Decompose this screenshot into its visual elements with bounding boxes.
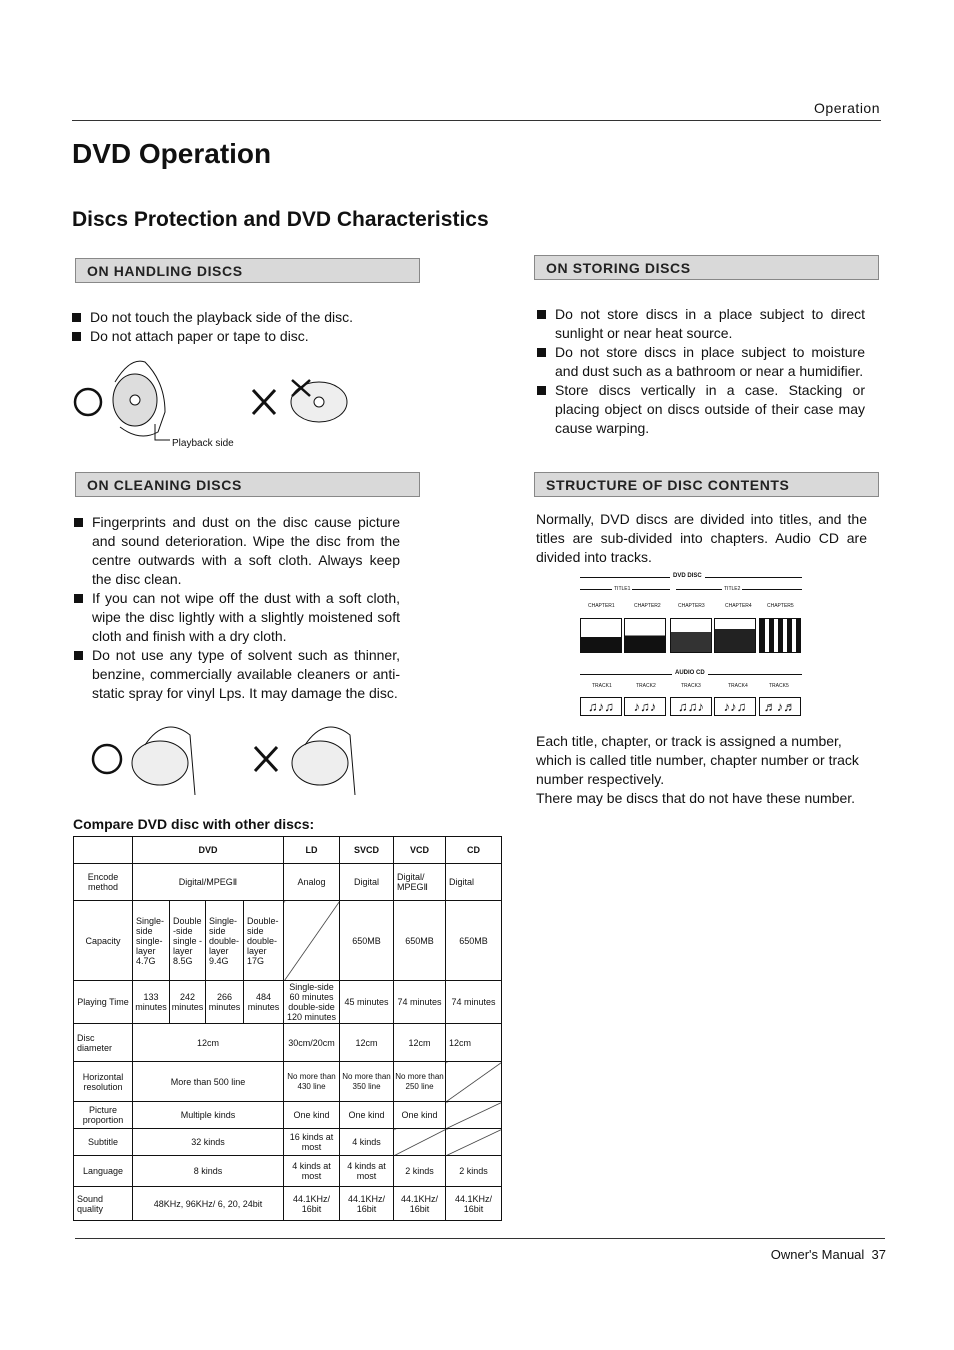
table-cell: Playing Time [74,981,133,1024]
table-cell: One kind [394,1102,446,1129]
table-cell: 242 minutes [170,981,206,1024]
table-cell: Double -side single -layer 8.5G [170,901,206,981]
list-item: Do not store discs in place subject to moisture and dust such as a bathroom or near a humidifier. [537,343,865,381]
page-number: 37 [871,1247,886,1262]
table-cell: Multiple kinds [133,1102,284,1129]
storing-list [537,305,865,438]
list-item: Fingerprints and dust on the disc cause picture and sound deterioration. Wipe the disc from the centre outwards with a soft cloth. Always keep the disc clean. [74,513,400,589]
outro-text: There may be discs that do not have these number. [536,790,856,806]
table-row [74,981,502,1024]
table-cell: 650MB [340,901,394,981]
table-row [74,864,502,901]
table-cell: 12cm [394,1024,446,1062]
table-cell: Sound quality [74,1187,133,1221]
table-cell: 2 kinds [446,1156,502,1187]
track-label: TRACK1 [592,683,612,689]
cleaning-list [74,513,400,703]
chapter-label: CHAPTER5 [767,603,794,609]
table-cell: 133 minutes [133,981,170,1024]
table-row [74,1187,502,1221]
table-cell [74,837,133,864]
table-cell: Single-side 60 minutes double-side 120 minutes [284,981,340,1024]
list-item: Do not attach paper or tape to disc. [72,327,412,346]
table-cell: No more than 250 line [394,1062,446,1102]
table-row [74,1156,502,1187]
header-rule [72,120,881,121]
chapter-label: CHAPTER1 [588,603,615,609]
music-notes-icon: ♫♫♪ [670,697,712,716]
table-cell: 650MB [394,901,446,981]
table-cell: More than 500 line [133,1062,284,1102]
chapter-image-houses [670,618,712,653]
chapter-label: CHAPTER3 [678,603,705,609]
dvd-disc-label: DVD DISC [670,573,705,579]
table-cell: 44.1KHz/ 16bit [446,1187,502,1221]
table-cell: Digital/ MPEGⅡ [394,864,446,901]
page-subtitle: Discs Protection and DVD Characteristics [72,208,489,231]
table-cell: 44.1KHz/ 16bit [284,1187,340,1221]
table-cell: 44.1KHz/ 16bit [394,1187,446,1221]
table-cell: 30cm/20cm [284,1024,340,1062]
disc-structure-diagram [580,573,802,718]
table-cell: Double-side double-layer 17G [244,901,284,981]
track-label: TRACK5 [769,683,789,689]
ng-cross-icon [253,390,275,414]
outro-text: Each title, chapter, or track is assigned a number, which is called title number, chapter number or track number respectively. [536,733,859,787]
structure-outro [536,732,876,808]
table-cell: Capacity [74,901,133,981]
cleaning-figure [85,715,365,805]
table-row [74,1129,502,1156]
table-cell: 4 kinds [340,1129,394,1156]
table-cell: Picture proportion [74,1102,133,1129]
table-cell: No more than 430 line [284,1062,340,1102]
page-title: DVD Operation [72,138,272,169]
ok-circle-icon [93,745,121,773]
table-cell: 32 kinds [133,1129,284,1156]
table-cell: 48KHz, 96KHz/ 6, 20, 24bit [133,1187,284,1221]
table-cell: 74 minutes [446,981,502,1024]
track-label: TRACK3 [681,683,701,689]
storing-heading: ON STORING DISCS [534,255,879,280]
compare-table [73,836,502,1221]
table-cell: DVD [133,837,284,864]
handling-heading: ON HANDLING DISCS [75,258,420,283]
table-cell: Encode method [74,864,133,901]
table-cell: Single-side single-layer 4.7G [133,901,170,981]
music-notes-icon: ♪♪♫ [714,697,756,716]
not-applicable-cell [394,1129,446,1156]
list-item: Do not store discs in a place subject to direct sunlight or near heat source. [537,305,865,343]
table-row [74,1024,502,1062]
music-notes-icon: ♫♪♫ [580,697,622,716]
structure-heading: STRUCTURE OF DISC CONTENTS [534,472,879,497]
table-cell: 4 kinds at most [284,1156,340,1187]
table-cell: 484 minutes [244,981,284,1024]
table-cell: LD [284,837,340,864]
playback-side-label: Playback side [172,438,234,449]
disc-circular-wipe-icon [292,741,348,785]
not-applicable-cell [446,1129,502,1156]
music-notes-icon: ♪♫♪ [624,697,666,716]
not-applicable-cell [284,901,340,981]
table-cell: Single-side double-layer 9.4G [206,901,244,981]
table-cell: Digital [446,864,502,901]
table-cell: Language [74,1156,133,1187]
table-cell: Subtitle [74,1129,133,1156]
chapter-image-train [714,618,756,653]
table-cell: VCD [394,837,446,864]
table-cell: 4 kinds at most [340,1156,394,1187]
track-label: TRACK4 [728,683,748,689]
table-cell: One kind [340,1102,394,1129]
chapter-image-beach [624,618,666,653]
audio-cd-label: AUDIO CD [672,670,708,676]
header-section: Operation [814,100,880,116]
compare-heading: Compare DVD disc with other discs: [73,816,315,832]
ng-cross-icon [255,747,277,771]
footer [771,1247,886,1262]
table-cell: 266 minutes [206,981,244,1024]
chapter-image-temple [759,618,801,653]
table-cell: No more than 350 line [340,1062,394,1102]
table-cell: SVCD [340,837,394,864]
table-cell: Digital [340,864,394,901]
not-applicable-cell [446,1102,502,1129]
structure-intro: Normally, DVD discs are divided into titles, and the titles are sub-divided into chapters. Audio CD are divided into tracks. [536,511,867,565]
title-label: TITLE1 [614,586,631,592]
table-cell: 12cm [446,1024,502,1062]
table-cell: CD [446,837,502,864]
list-item: Store discs vertically in a case. Stacking or placing object on discs outside of their case may cause warping. [537,381,865,438]
table-cell: Digital/MPEGⅡ [133,864,284,901]
cleaning-heading: ON CLEANING DISCS [75,472,420,497]
list-item: Do not touch the playback side of the disc. [72,308,412,327]
table-cell: 2 kinds [394,1156,446,1187]
music-notes-icon: ♬♪♬ [759,697,801,716]
table-row [74,901,502,981]
title-label: TITLE2 [724,586,741,592]
table-cell: 12cm [340,1024,394,1062]
table-row [74,1102,502,1129]
ok-circle-icon [75,389,101,415]
handling-figure [70,352,360,452]
list-item: Do not use any type of solvent such as thinner, benzine, commercially available cleaners or anti-static spray for vinyl Lps. It may damage the disc. [74,646,400,703]
chapter-label: CHAPTER2 [634,603,661,609]
table-cell: Horizontal resolution [74,1062,133,1102]
disc-wiping-icon [132,741,188,785]
footer-text: Owner's Manual [770,1247,865,1262]
table-cell: 74 minutes [394,981,446,1024]
table-cell: 16 kinds at most [284,1129,340,1156]
table-header-row [74,837,502,864]
not-applicable-cell [446,1062,502,1102]
table-cell: Disc diameter [74,1024,133,1062]
chapter-image-island [580,618,622,653]
chapter-label: CHAPTER4 [725,603,752,609]
table-cell: 45 minutes [340,981,394,1024]
table-cell: Analog [284,864,340,901]
table-cell: 8 kinds [133,1156,284,1187]
table-cell: One kind [284,1102,340,1129]
footer-rule [75,1238,885,1239]
table-cell: 12cm [133,1024,284,1062]
list-item: If you can not wipe off the dust with a soft cloth, wipe the disc lightly with a slightly moistened soft cloth and finish with a dry cloth. [74,589,400,646]
handling-list [72,308,412,346]
table-row [74,1062,502,1102]
track-label: TRACK2 [636,683,656,689]
table-cell: 44.1KHz/ 16bit [340,1187,394,1221]
table-cell: 650MB [446,901,502,981]
